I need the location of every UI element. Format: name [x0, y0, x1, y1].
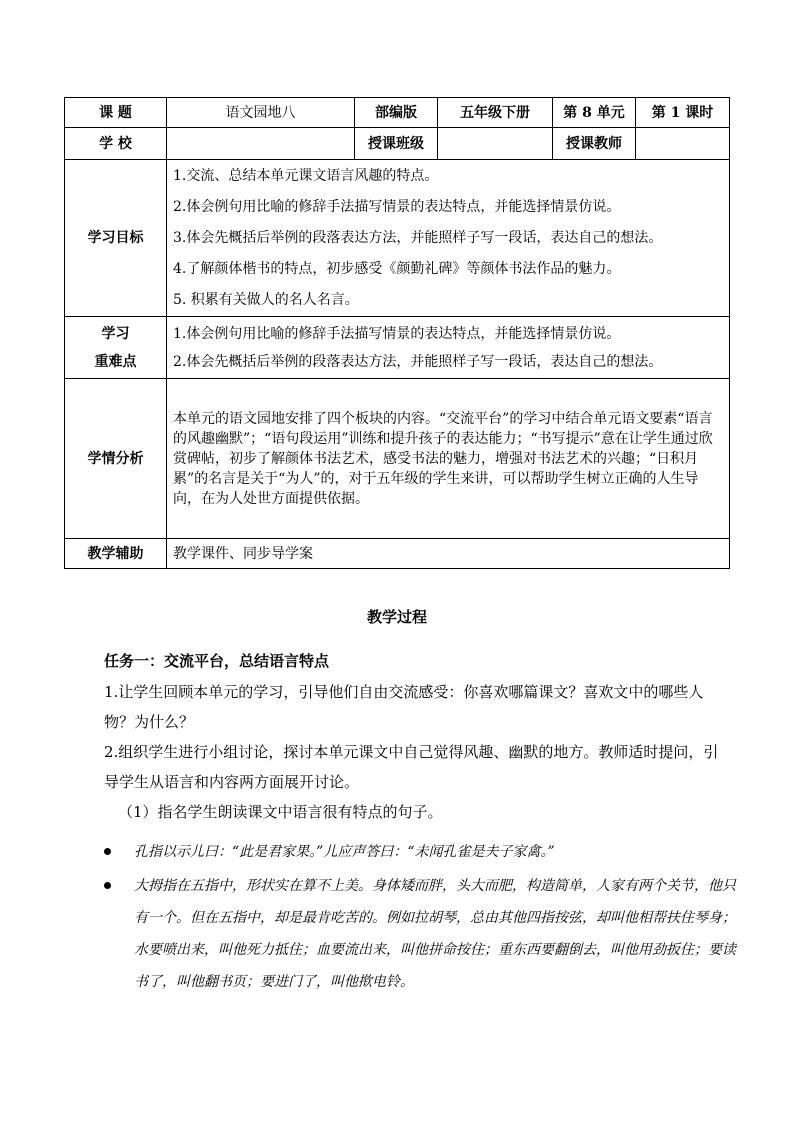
aids-text: 教学课件、同步导学案: [167, 539, 730, 569]
analysis-text: 本单元的语文园地安排了四个板块的内容。“交流平台”的学习中结合单元语文要素“语言的风趣幽默”；“语句段运用”训练和提升孩子的表达能力；“书写提示”意在让学生通过欣赏碑帖，初步了解颜体书法艺术，感受书法的魅力，增强对书法艺术的兴趣；“日积月累”的名言是关于“为人”的，对于五年级的学生来讲，可以帮助学生树立正确的人生导向，在为人处世方面提供依据。: [167, 379, 730, 539]
unit-value: 第 8 单元: [553, 98, 636, 128]
keypoints-label: [65, 317, 167, 379]
teacher-value: [636, 128, 730, 160]
period-value: 第 1 课时: [636, 98, 730, 128]
analysis-label: 学情分析: [65, 379, 167, 539]
bullet-icon: [104, 882, 111, 889]
goals-list: [167, 160, 730, 317]
teacher-label: 授课教师: [553, 128, 636, 160]
class-label: 授课班级: [355, 128, 438, 160]
keypoints-label-line2: 重难点: [94, 353, 137, 370]
keypoints-label-line1: 学习: [101, 325, 130, 342]
quote-item: [104, 836, 744, 868]
school-value: [167, 128, 355, 160]
goal-item: 3.体会先概括后举例的段落表达方法，并能照样子写一段话，表达自己的想法。: [173, 229, 663, 246]
aids-label: 教学辅助: [65, 539, 167, 569]
keypoint-item: 1.体会例句用比喻的修辞手法描写情景的表达特点，并能选择情景仿说。: [173, 325, 621, 342]
topic-label: 课 题: [65, 98, 167, 128]
goal-item: 4.了解颜体楷书的特点，初步感受《颜勤礼碑》等颜体书法作品的魅力。: [173, 260, 621, 277]
table-row-aids: [65, 539, 730, 569]
goal-item: 5. 积累有关做人的名人名言。: [173, 291, 359, 308]
bullet-icon: [104, 848, 111, 855]
goal-item: 1.交流、总结本单元课文语言风趣的特点。: [173, 167, 439, 184]
quote-item: [104, 870, 744, 998]
table-row-school: [65, 128, 730, 160]
goal-item: 2.体会例句用比喻的修辞手法描写情景的表达特点，并能选择情景仿说。: [173, 198, 621, 215]
process-content: [104, 647, 729, 827]
quote-text: 孔指以示儿曰：“此是君家果。”儿应声答曰：“未闻孔雀是夫子家禽。”: [134, 844, 555, 860]
grade-value: 五年级下册: [438, 98, 553, 128]
step-paragraph: 2.组织学生进行小组讨论，探讨本单元课文中自己觉得风趣、幽默的地方。教师适时提问，引导学生从语言和内容两方面展开讨论。: [104, 743, 719, 791]
lesson-info-table: [64, 97, 730, 569]
task-heading: 任务一：交流平台，总结语言特点: [104, 652, 330, 670]
table-row-topic: [65, 98, 730, 128]
process-title: 教学过程: [366, 608, 427, 626]
quote-list: [104, 836, 744, 998]
topic-value: 语文园地八: [167, 98, 355, 128]
class-value: [438, 128, 553, 160]
school-label: 学 校: [65, 128, 167, 160]
sub-step: （1）指名学生朗读课文中语言很有特点的句子。: [118, 803, 443, 821]
goals-label: 学习目标: [65, 160, 167, 317]
keypoint-item: 2.体会先概括后举例的段落表达方法，并能照样子写一段话，表达自己的想法。: [173, 353, 663, 370]
keypoints-list: [167, 317, 730, 379]
table-row-keypoints: [65, 317, 730, 379]
edition-value: 部编版: [355, 98, 438, 128]
step-paragraph: 1.让学生回顾本单元的学习，引导他们自由交流感受：你喜欢哪篇课文？喜欢文中的哪些人物？为什么？: [104, 683, 704, 731]
table-row-analysis: [65, 379, 730, 539]
table-row-goals: [65, 160, 730, 317]
quote-text: 大拇指在五指中，形状实在算不上美。身体矮而胖，头大而肥，构造简单，人家有两个关节，他只有一个。但在五指中，却是最肯吃苦的。例如拉胡琴，总由其他四指按弦，却叫他相帮扶住琴身；水要喷出来，叫他死力抵住；血要流出来，叫他拼命按住；重东西要翻倒去，叫他用劲扳住；要读书了，叫他翻书页；要进门了，叫他揿电铃。: [134, 878, 736, 990]
